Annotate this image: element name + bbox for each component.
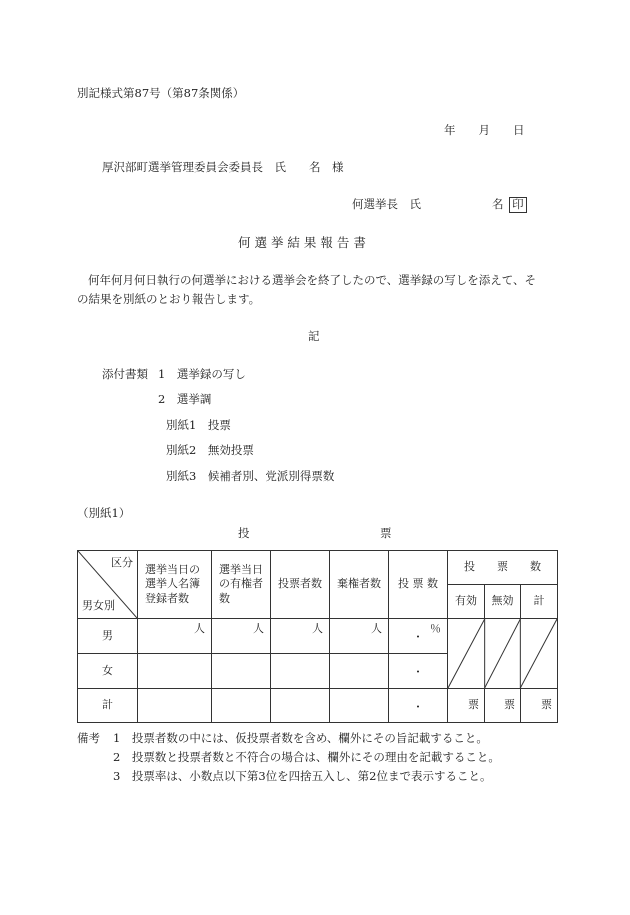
body-line-2: の結果を別紙のとおり報告します。: [77, 292, 261, 306]
header-registered-line-1: 選挙当日の: [145, 563, 200, 577]
header-total: 計: [521, 585, 558, 619]
form-number: 別記様式第87号（第87条関係）: [77, 86, 245, 100]
attachments-label: 添付書類: [102, 367, 148, 381]
attachment-item-1: 1 選挙録の写し: [158, 367, 246, 381]
body-line-1: 何年何月何日執行の何選挙における選挙会を終了したので、選挙録の写しを添えて、そ: [88, 273, 537, 287]
header-voters: 投票者数: [271, 551, 330, 619]
decimal-dot: ・: [412, 630, 424, 644]
sender-name-block: [492, 197, 527, 213]
table-row: [78, 689, 558, 723]
sender-name-label: 名: [492, 197, 504, 211]
cell-unit: 人: [212, 619, 271, 654]
crossed-out-cells: [448, 619, 558, 689]
header-votes-group: 投 票 数: [448, 551, 558, 585]
note-item-3: 3 投票率は、小数点以下第3位を四捨五入し、第2位まで表示すること。: [113, 769, 492, 783]
attachment-item-2: 2 選挙調: [158, 392, 212, 406]
header-eligible: [212, 551, 271, 619]
notes-label: 備考: [77, 731, 100, 745]
note-item-2: 2 投票数と投票者数と不符合の場合は、欄外にその理由を記載すること。: [113, 750, 500, 764]
rate-cell: [389, 654, 448, 689]
ticket-unit: 票: [448, 689, 485, 723]
corner-bottom-label: 男女別: [82, 598, 115, 612]
header-abstain: 棄権者数: [330, 551, 389, 619]
header-eligible-line-1: 選挙当日: [219, 563, 263, 577]
date-line: 年 月 日: [444, 123, 525, 137]
cell-unit: 人: [138, 619, 212, 654]
cell-unit: 人: [330, 619, 389, 654]
row-label-male: 男: [78, 619, 138, 654]
annex-label: （別紙1）: [77, 506, 131, 520]
attachment-sub-item-3: 別紙3 候補者別、党派別得票数: [166, 469, 335, 483]
corner-top-label: 区分: [111, 556, 133, 569]
table-title-left: 投: [238, 526, 250, 540]
seal-mark: 印: [509, 197, 527, 213]
corner-cell: [78, 551, 138, 619]
header-registered: [138, 551, 212, 619]
document-title: 何 選 挙 結 果 報 告 書: [238, 235, 366, 250]
ki-heading: 記: [308, 329, 320, 343]
vote-table: [77, 550, 558, 723]
header-valid: 有効: [448, 585, 485, 619]
header-eligible-line-2: の有権者: [219, 577, 263, 591]
rate-cell: [389, 689, 448, 723]
sender-label: 何選挙長 氏: [352, 197, 421, 211]
header-invalid: 無効: [485, 585, 521, 619]
ticket-unit: 票: [521, 689, 558, 723]
percent-unit: ％: [430, 622, 441, 635]
header-eligible-line-3: 数: [219, 591, 230, 605]
header-registered-line-3: 登録者数: [145, 591, 189, 605]
note-item-1: 1 投票者数の中には、仮投票者数を含め、欄外にその旨記載すること。: [113, 731, 488, 745]
row-label-female: 女: [78, 654, 138, 689]
ticket-unit: 票: [485, 689, 521, 723]
addressee: 厚沢部町選挙管理委員会委員長 氏 名 様: [102, 160, 344, 174]
header-registered-line-2: 選挙人名簿: [145, 577, 200, 591]
table-row: [78, 619, 558, 654]
decimal-dot: ・: [412, 699, 424, 713]
row-label-total: 計: [78, 689, 138, 723]
attachment-sub-item-1: 別紙1 投票: [166, 418, 231, 432]
decimal-dot: ・: [412, 665, 424, 679]
attachment-sub-item-2: 別紙2 無効投票: [166, 443, 254, 457]
cell-unit: 人: [271, 619, 330, 654]
table-title-right: 票: [380, 526, 392, 540]
rate-cell: [389, 619, 448, 654]
header-vote-count: 投 票 数: [389, 551, 448, 619]
